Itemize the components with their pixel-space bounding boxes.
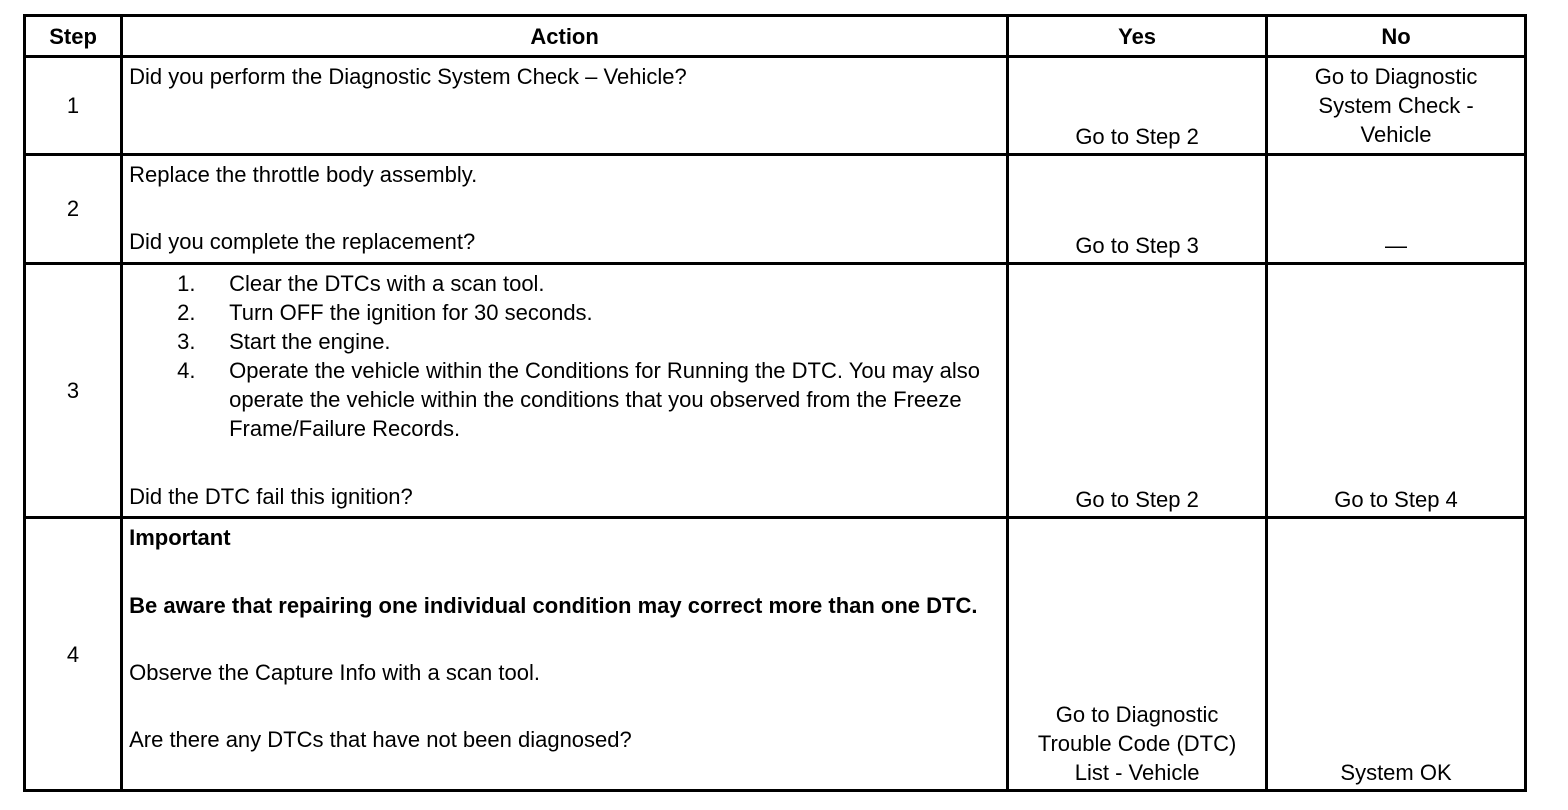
action-cell xyxy=(122,57,1008,155)
table-row xyxy=(25,57,1526,155)
step-number: 3 xyxy=(25,263,122,518)
action-cell xyxy=(122,155,1008,263)
yes-cell: Go to Step 2 xyxy=(1008,57,1267,155)
header-step: Step xyxy=(25,16,122,57)
table-row xyxy=(25,263,1526,518)
no-text: Go to Diagnostic System Check - Vehicle xyxy=(1314,64,1478,147)
action-cell xyxy=(122,263,1008,518)
no-cell: — xyxy=(1267,155,1526,263)
important-note: Be aware that repairing one individual condition may correct more than one DTC. xyxy=(129,593,978,619)
diagnostic-table xyxy=(23,14,1527,792)
table-row xyxy=(25,518,1526,791)
no-cell: Go to Step 4 xyxy=(1267,263,1526,518)
procedure-list xyxy=(129,269,1000,443)
list-item: 3. Start the engine. xyxy=(177,328,391,354)
header-yes: Yes xyxy=(1008,16,1267,57)
list-item: 2. Turn OFF the ignition for 30 seconds. xyxy=(177,299,593,325)
no-cell xyxy=(1267,57,1526,155)
header-row xyxy=(25,16,1526,57)
action-question: Did you complete the replacement? xyxy=(129,229,476,255)
action-cell xyxy=(122,518,1008,791)
important-heading: Important xyxy=(129,525,231,551)
list-item: 1. Clear the DTCs with a scan tool. xyxy=(177,270,545,296)
yes-cell: Go to Step 2 xyxy=(1008,263,1267,518)
header-no: No xyxy=(1267,16,1526,57)
step-number: 4 xyxy=(25,518,122,791)
action-question: Are there any DTCs that have not been diagnosed? xyxy=(129,727,632,753)
no-cell: System OK xyxy=(1267,518,1526,791)
step-number: 2 xyxy=(25,155,122,263)
action-question: Did the DTC fail this ignition? xyxy=(129,483,413,509)
action-instruction: Replace the throttle body assembly. xyxy=(129,162,478,188)
yes-cell: Go to Step 3 xyxy=(1008,155,1267,263)
action-question: Did you perform the Diagnostic System Check – Vehicle? xyxy=(129,64,687,89)
yes-text: Go to Diagnostic Trouble Code (DTC) List - Vehicle xyxy=(1037,702,1237,785)
table-row xyxy=(25,155,1526,263)
step-number: 1 xyxy=(25,57,122,155)
header-action: Action xyxy=(122,16,1008,57)
yes-cell xyxy=(1008,518,1267,791)
list-item: 4. Operate the vehicle within the Conditions for Running the DTC. You may also operate the vehicle within the conditions that you observed from the Freeze Frame/Failure Records. xyxy=(177,357,980,441)
action-instruction: Observe the Capture Info with a scan tool. xyxy=(129,660,540,686)
